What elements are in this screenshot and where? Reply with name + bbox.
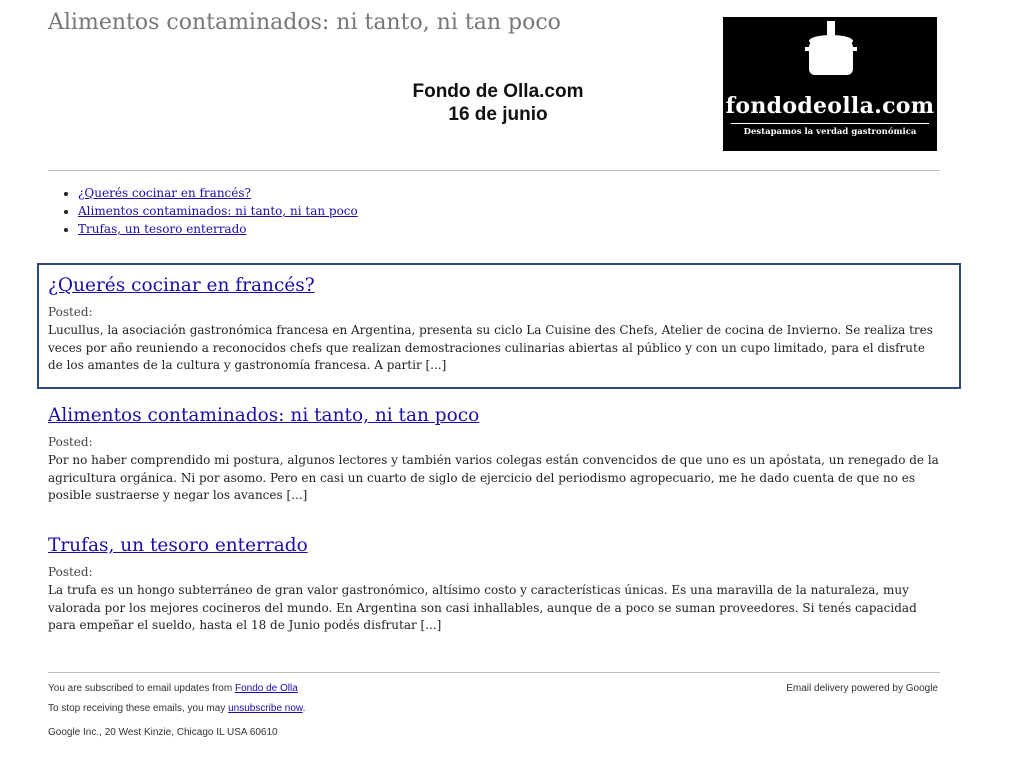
logo-divider [731, 123, 929, 124]
unsubscribe-link[interactable]: unsubscribe now [228, 703, 303, 714]
post-index-link[interactable]: Trufas, un tesoro enterrado [78, 222, 247, 236]
post-meta: Posted: [48, 435, 93, 449]
post-title-link[interactable]: Alimentos contaminados: ni tanto, ni tan poco [48, 405, 480, 426]
post-meta: Posted: [48, 305, 93, 319]
post-index [48, 184, 358, 238]
top-title: Alimentos contaminados: ni tanto, ni tan poco [48, 10, 561, 35]
logo-wordmark: fondodeolla.com [725, 93, 935, 119]
unsubscribe-text: To stop receiving these emails, you may [48, 703, 229, 714]
post-title-link[interactable]: Trufas, un tesoro enterrado [48, 535, 308, 556]
pot-icon [805, 19, 857, 87]
unsubscribe-note [48, 703, 305, 714]
postal-address: Google Inc., 20 West Kinzie, Chicago IL USA 60610 [48, 727, 278, 738]
site-logo [723, 17, 937, 151]
site-header [380, 80, 616, 126]
site-name: Fondo de Olla.com [412, 81, 584, 102]
delivery-note: Email delivery powered by Google [786, 683, 938, 694]
post-excerpt: La trufa es un hongo subterráneo de gran valor gastronómico, altísimo costo y características únicas. Es una maravilla de la naturaleza, muy valorada por los mejores cocineros del mundo. En Argentina son casi inhallables, aunque de a poco se suman proveedores. Si tenés capacidad para empeñar el sueldo, hasta el 18 de Junio podés disfrutar [...] [48, 583, 917, 632]
post-excerpt: Por no haber comprendido mi postura, algunos lectores y también varios colegas están convencidos de que uno es un apóstata, un renegado de la agricultura orgánica. Ni por asomo. Pero en casi un cuarto de siglo de ejercicio del periodismo agropecuario, me he dado cuenta de que no es posible sustraerse y negar los avances [...] [48, 453, 939, 502]
post-meta: Posted: [48, 565, 93, 579]
feed-link[interactable]: Fondo de Olla [234, 683, 298, 694]
unsubscribe-suffix: . [302, 703, 306, 714]
header-divider [48, 170, 940, 171]
post [48, 404, 942, 505]
post-index-link[interactable]: ¿Querés cocinar en francés? [78, 186, 251, 200]
post-index-item [78, 220, 358, 238]
post-excerpt: Lucullus, la asociación gastronómica francesa en Argentina, presenta su ciclo La Cuisine des Chefs, Atelier de cocina de Invierno. Se realiza tres veces por año reuniendo a reconocidos chefs que realizan demostraciones culinarias abiertas al público y con un cupo limitado, para el disfrute de los amantes de la cultura y gastronomía francesa. A partir [...] [48, 323, 933, 372]
post [48, 274, 942, 375]
subscription-note [48, 683, 298, 694]
post [48, 534, 942, 635]
post-title [48, 274, 942, 298]
post-index-link[interactable]: Alimentos contaminados: ni tanto, ni tan poco [78, 204, 358, 218]
issue-date: 16 de junio [448, 104, 548, 125]
post-title-link[interactable]: ¿Querés cocinar en francés? [48, 275, 315, 296]
post-title [48, 534, 942, 558]
post-index-item [78, 184, 358, 202]
logo-tagline: Destapamos la verdad gastronómica [743, 127, 917, 137]
post-index-item [78, 202, 358, 220]
post-title [48, 404, 942, 428]
subscription-text: You are subscribed to email updates from [48, 683, 235, 694]
footer-divider [48, 672, 940, 673]
